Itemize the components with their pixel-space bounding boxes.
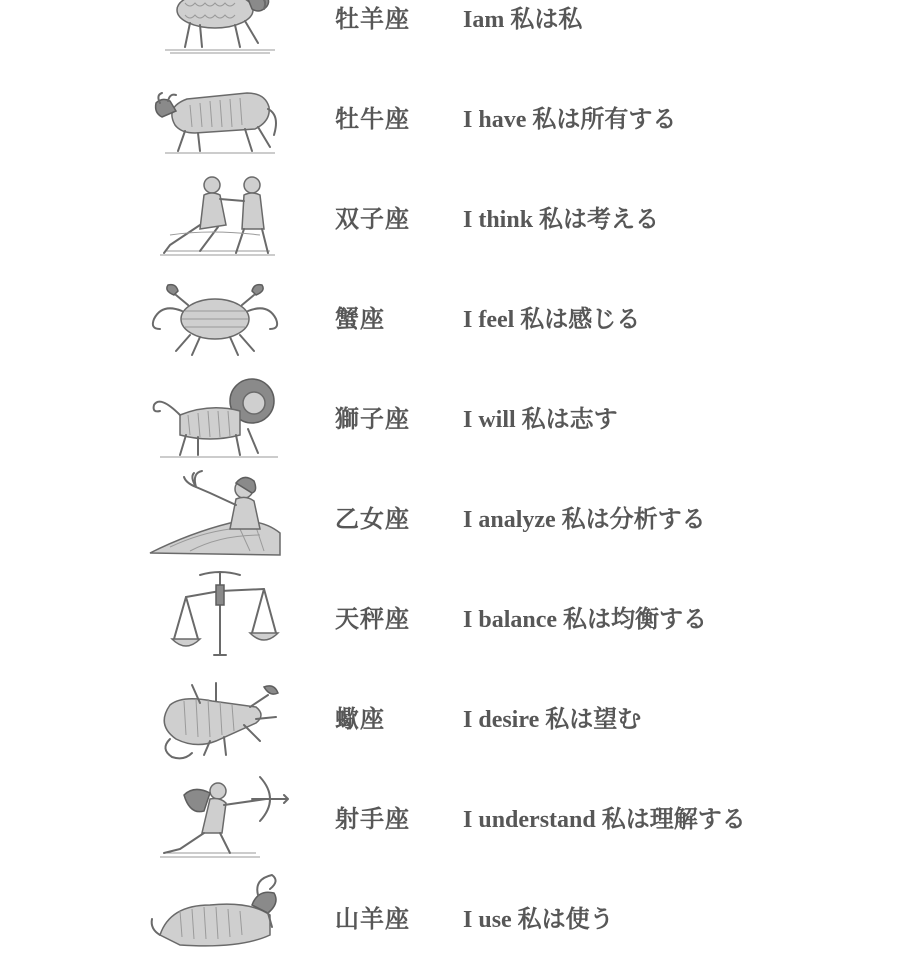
sign-name: 山羊座 bbox=[335, 907, 410, 933]
sign-name: 牡牛座 bbox=[335, 107, 410, 133]
maiden-icon bbox=[140, 465, 290, 565]
zodiac-row-cancer bbox=[0, 265, 920, 365]
sign-motto: I will 私は志す bbox=[463, 407, 618, 433]
scorpion-icon bbox=[140, 665, 290, 765]
sign-motto: I have 私は所有する bbox=[463, 107, 677, 133]
sign-motto: I use 私は使う bbox=[463, 907, 614, 933]
ram-icon bbox=[140, 0, 290, 65]
sign-motto: I think 私は考える bbox=[463, 207, 660, 233]
zodiac-row-virgo bbox=[0, 465, 920, 565]
zodiac-row-scorpio bbox=[0, 665, 920, 765]
zodiac-row-sagittarius bbox=[0, 765, 920, 865]
zodiac-row-capricorn bbox=[0, 865, 920, 965]
sign-name: 牡羊座 bbox=[335, 7, 410, 33]
sign-name: 蠍座 bbox=[335, 707, 385, 733]
zodiac-row-libra bbox=[0, 565, 920, 665]
archer-icon bbox=[140, 765, 290, 865]
bull-icon bbox=[140, 65, 290, 165]
sign-name: 蟹座 bbox=[335, 307, 385, 333]
lion-icon bbox=[140, 365, 290, 465]
sign-motto: I balance 私は均衡する bbox=[463, 607, 708, 633]
sign-name: 双子座 bbox=[335, 207, 410, 233]
sign-name: 射手座 bbox=[335, 807, 410, 833]
zodiac-row-aries bbox=[0, 0, 920, 65]
sign-motto: I desire 私は望む bbox=[463, 707, 642, 733]
sign-motto: Iam 私は私 bbox=[463, 7, 583, 33]
sign-name: 獅子座 bbox=[335, 407, 410, 433]
zodiac-row-leo bbox=[0, 365, 920, 465]
scales-icon bbox=[140, 565, 290, 665]
twins-icon bbox=[140, 165, 290, 265]
sign-name: 天秤座 bbox=[335, 607, 410, 633]
goat-icon bbox=[140, 865, 290, 965]
zodiac-row-taurus bbox=[0, 65, 920, 165]
zodiac-row-gemini bbox=[0, 165, 920, 265]
sign-motto: I understand 私は理解する bbox=[463, 807, 746, 833]
sign-name: 乙女座 bbox=[335, 507, 410, 533]
crab-icon bbox=[140, 265, 290, 365]
sign-motto: I analyze 私は分析する bbox=[463, 507, 706, 533]
sign-motto: I feel 私は感じる bbox=[463, 307, 641, 333]
